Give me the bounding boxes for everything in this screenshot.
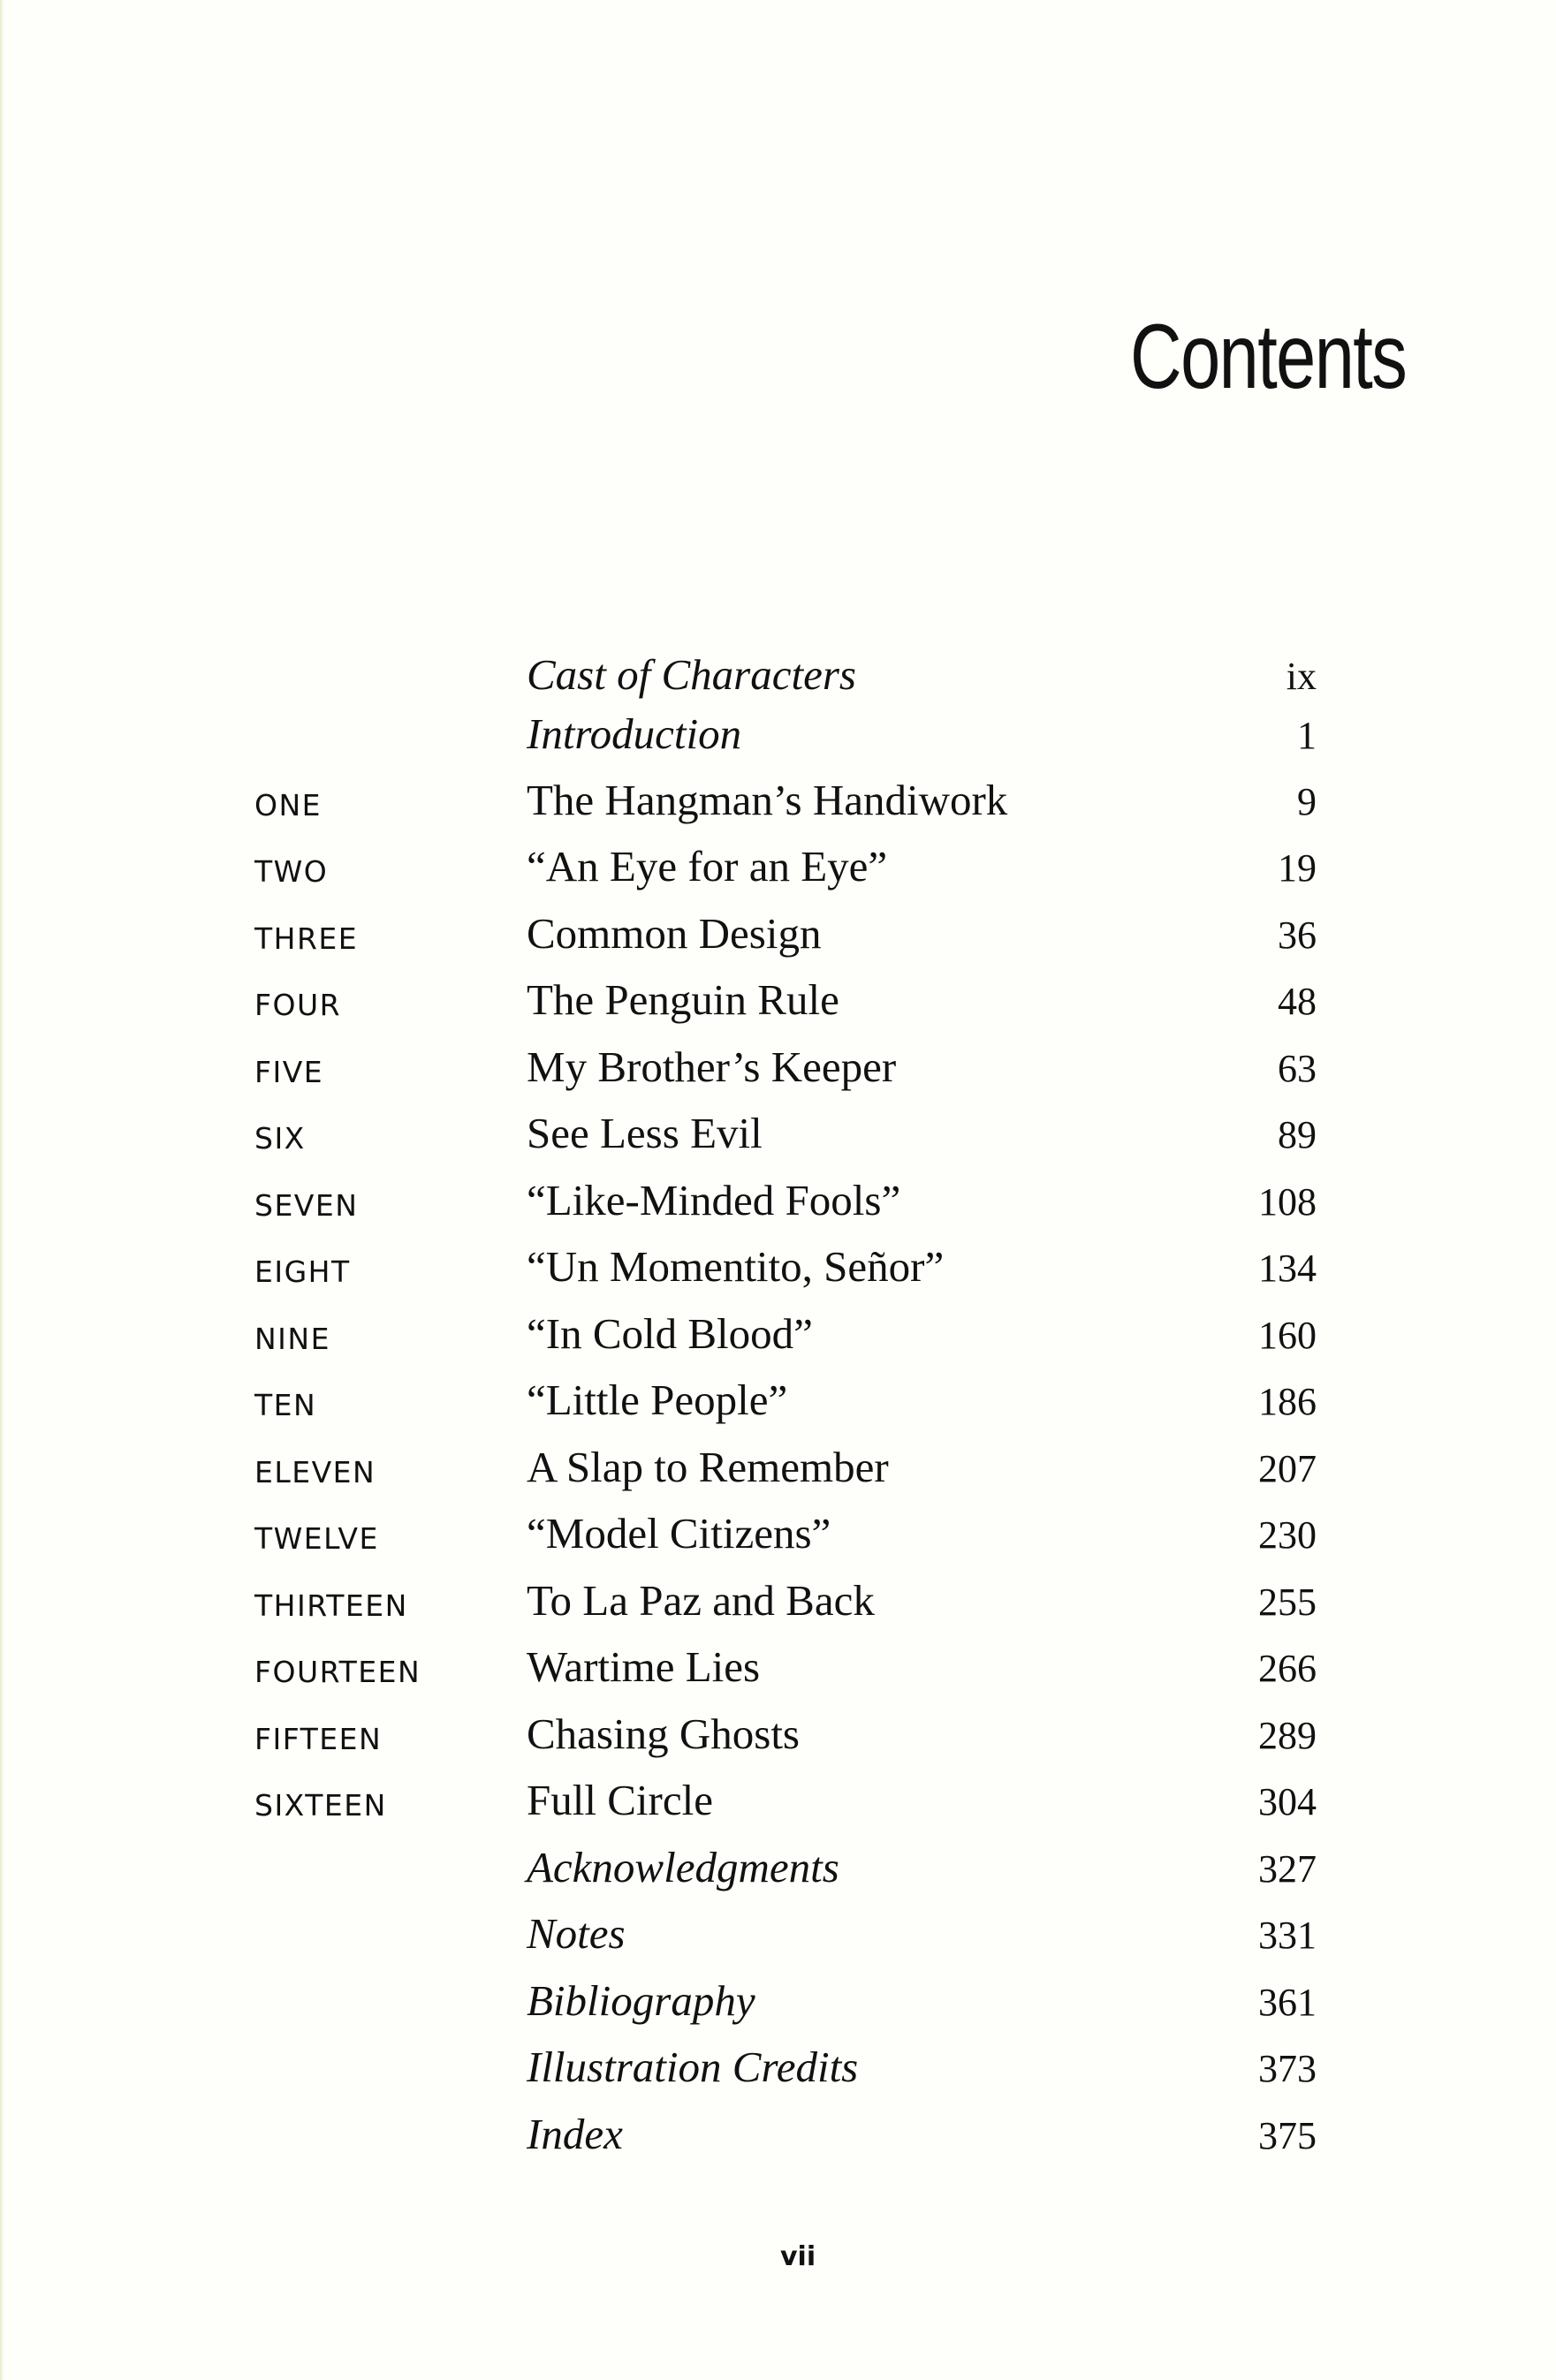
entry-title: Index: [527, 2110, 623, 2158]
chapter-number: SEVEN: [254, 1188, 359, 1223]
entry-title: Cast of Characters: [527, 650, 856, 699]
toc-entry-chapter-1[interactable]: [0, 765, 1556, 827]
page-number: 9: [1297, 780, 1317, 823]
page-number: 373: [1258, 2047, 1317, 2090]
page-number: 19: [1278, 846, 1317, 890]
toc-entry-bibliography[interactable]: [0, 1966, 1556, 2028]
toc-entry-chapter-4[interactable]: [0, 965, 1556, 1027]
entry-title: Chasing Ghosts: [527, 1709, 801, 1758]
entry-title: “Like-Minded Fools”: [527, 1176, 901, 1224]
chapter-number: THIRTEEN: [254, 1588, 408, 1623]
page-number: 289: [1258, 1714, 1317, 1757]
entry-title: The Hangman’s Handiwork: [527, 776, 1008, 824]
entry-title: Bibliography: [527, 1976, 755, 2025]
entry-title: The Penguin Rule: [527, 975, 839, 1024]
page-number: 160: [1258, 1314, 1317, 1357]
page-title: Contents: [1129, 306, 1406, 408]
toc-entry-chapter-2[interactable]: [0, 831, 1556, 893]
entry-title: A Slap to Remember: [527, 1443, 889, 1491]
page-folio-number: vii: [780, 2241, 816, 2272]
page-number: 255: [1258, 1580, 1317, 1624]
entry-title: “Model Citizens”: [527, 1509, 831, 1558]
chapter-number: TWELVE: [254, 1521, 379, 1556]
page-number: 230: [1258, 1513, 1317, 1557]
page-number: 304: [1258, 1780, 1317, 1823]
chapter-number: EIGHT: [254, 1254, 351, 1289]
toc-entry-chapter-5[interactable]: [0, 1032, 1556, 1094]
chapter-number: FIFTEEN: [254, 1722, 383, 1756]
entry-title: See Less Evil: [527, 1109, 763, 1157]
chapter-number: TEN: [254, 1388, 317, 1422]
page-number: 361: [1258, 1981, 1317, 2024]
page-number: 186: [1258, 1380, 1317, 1423]
toc-entry-chapter-15[interactable]: [0, 1699, 1556, 1761]
toc-entry-chapter-11[interactable]: [0, 1432, 1556, 1494]
page-number: 331: [1258, 1914, 1317, 1957]
entry-title: Introduction: [527, 709, 742, 758]
chapter-number: FIVE: [254, 1055, 324, 1089]
toc-entry-cast-of-characters[interactable]: [0, 640, 1556, 701]
toc-entry-chapter-13[interactable]: [0, 1565, 1556, 1627]
page-number: 207: [1258, 1447, 1317, 1490]
entry-title: Full Circle: [527, 1776, 713, 1824]
toc-entry-notes[interactable]: [0, 1899, 1556, 1960]
page-number: 36: [1278, 913, 1317, 957]
chapter-number: TWO: [254, 854, 329, 889]
entry-title: “Little People”: [527, 1376, 788, 1424]
page-number: 89: [1278, 1113, 1317, 1156]
chapter-number: SIXTEEN: [254, 1788, 387, 1823]
entry-title: “Un Momentito, Señor”: [527, 1242, 945, 1291]
toc-entry-introduction[interactable]: [0, 699, 1556, 761]
page-number: 375: [1258, 2114, 1317, 2157]
toc-entry-acknowledgments[interactable]: [0, 1832, 1556, 1894]
chapter-number: SIX: [254, 1121, 306, 1156]
entry-title: Illustration Credits: [527, 2043, 859, 2091]
entry-title: Wartime Lies: [527, 1642, 761, 1691]
entry-title: “In Cold Blood”: [527, 1309, 813, 1358]
toc-entry-illustration-credits[interactable]: [0, 2032, 1556, 2094]
page-number: 134: [1258, 1247, 1317, 1290]
toc-entry-chapter-6[interactable]: [0, 1098, 1556, 1160]
chapter-number: ONE: [254, 788, 323, 822]
chapter-number: NINE: [254, 1322, 330, 1356]
entry-title: Notes: [527, 1909, 626, 1958]
entry-title: Acknowledgments: [527, 1843, 839, 1891]
toc-entry-chapter-9[interactable]: [0, 1299, 1556, 1361]
page-number: ix: [1286, 655, 1317, 698]
page-number: 108: [1258, 1180, 1317, 1224]
chapter-number: THREE: [254, 921, 359, 956]
chapter-number: FOURTEEN: [254, 1655, 421, 1689]
toc-entry-chapter-16[interactable]: [0, 1765, 1556, 1827]
entry-title: “An Eye for an Eye”: [527, 842, 888, 891]
toc-entry-chapter-12[interactable]: [0, 1498, 1556, 1560]
toc-entry-chapter-10[interactable]: [0, 1365, 1556, 1427]
toc-entry-chapter-14[interactable]: [0, 1632, 1556, 1694]
page-number: 48: [1278, 980, 1317, 1023]
toc-entry-chapter-7[interactable]: [0, 1165, 1556, 1227]
toc-entry-chapter-8[interactable]: [0, 1232, 1556, 1293]
chapter-number: FOUR: [254, 988, 342, 1022]
page-number: 1: [1297, 714, 1317, 757]
chapter-number: ELEVEN: [254, 1455, 376, 1489]
toc-entry-chapter-3[interactable]: [0, 898, 1556, 960]
entry-title: To La Paz and Back: [527, 1576, 875, 1625]
page-number: 266: [1258, 1647, 1317, 1690]
page-number: 63: [1278, 1047, 1317, 1090]
entry-title: My Brother’s Keeper: [527, 1042, 897, 1091]
entry-title: Common Design: [527, 909, 822, 958]
page-number: 327: [1258, 1847, 1317, 1891]
toc-entry-index[interactable]: [0, 2099, 1556, 2161]
